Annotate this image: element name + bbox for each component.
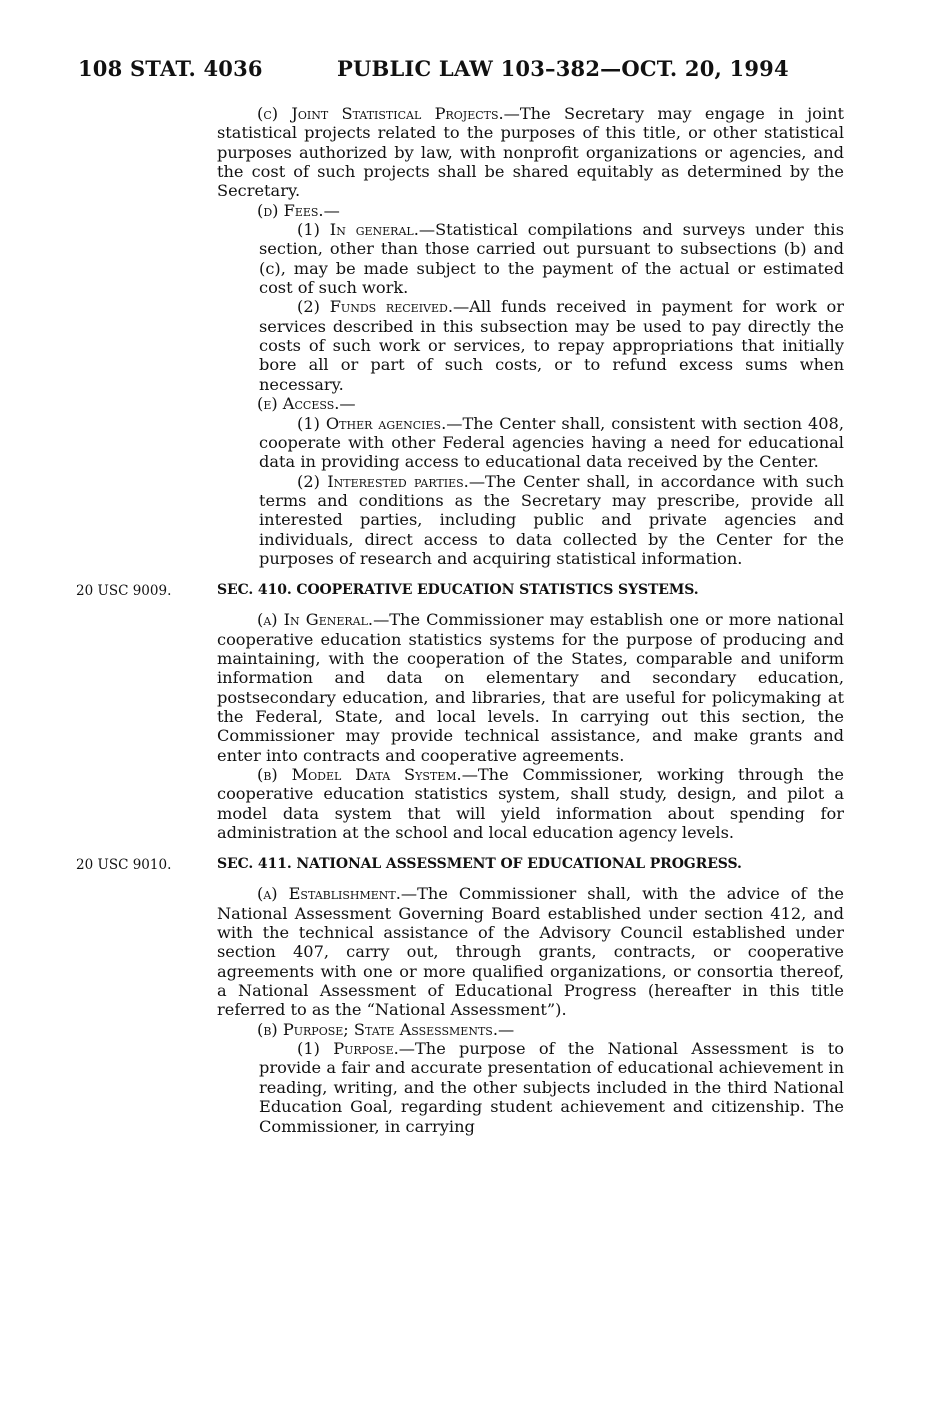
paragraph-d2 xyxy=(217,297,844,394)
public-law-title: PUBLIC LAW 103–382—OCT. 20, 1994 xyxy=(337,56,789,81)
paragraph-text: —All funds received in payment for work or services described in this subsection may be used to pay directly the costs of such work or services, to repay appropriations that initially bore all or part of such costs, or to refund excess sums when necessary. xyxy=(259,297,845,394)
subsection-text: —The Commissioner shall, with the advice of the National Assessment Governing Board established under section 412, and with the technical assistance of the Advisory Council established under section 407, carry out, through grants, contracts, or cooperative agreements with one or more qualified organizations, or consortia thereof, a National Assessment of Educational Progress (hereafter in this title referred to as the “National Assessment”). xyxy=(217,884,844,1020)
subsection-heading: (c) Joint Statistical Projects. xyxy=(257,104,504,123)
law-text xyxy=(76,104,845,1136)
usc-margin-note: 20 USC 9010. xyxy=(76,857,172,874)
section-title: SEC. 410. COOPERATIVE EDUCATION STATISTICS SYSTEMS. xyxy=(217,582,699,599)
subsection-heading: (d) Fees.— xyxy=(257,200,340,220)
subsection-text: —The Secretary may engage in joint statistical projects related to the purposes of this title, or other statistical purposes authorized by law, with nonprofit organizations or agencies, and the cost of such projects shall be shared equitably as determined by the Secretary. xyxy=(217,104,844,201)
paragraph-e1 xyxy=(217,414,844,472)
section-410-subsection-a xyxy=(217,610,844,765)
section-411-subsection-b-heading xyxy=(217,1020,844,1039)
subsection-e-heading xyxy=(217,394,844,413)
subsection-heading: (a) In General. xyxy=(257,610,374,630)
section-410-heading xyxy=(76,581,844,600)
subsection-c xyxy=(217,104,844,201)
subsection-text: —The Commissioner may establish one or more national cooperative education statistics systems for the purpose of producing and maintaining, with the cooperation of the States, comparable and uniform information and data on elementary and secondary education, postsecondary education, and libraries, that are useful for policymaking at the Federal, State, and local levels. In carrying out this section, the Commissioner may provide technical assistance, and make grants and enter into contracts and cooperative agreements. xyxy=(217,610,844,765)
usc-margin-note: 20 USC 9009. xyxy=(76,583,172,600)
paragraph-text: —The Center shall, consistent with section 408, cooperate with other Federal agencies having a need for educational data in providing access to educational data received by the Center. xyxy=(259,413,844,472)
paragraph-heading: (2) Funds received. xyxy=(297,297,453,317)
paragraph-heading: (1) Purpose. xyxy=(297,1039,399,1059)
section-411-heading xyxy=(76,855,844,874)
subsection-heading: (a) Establishment. xyxy=(257,884,401,904)
paragraph-heading: (1) Other agencies. xyxy=(297,413,447,433)
paragraph-d1 xyxy=(217,220,844,297)
subsection-heading: (b) Model Data System. xyxy=(257,765,462,784)
subsection-heading: (e) Access.— xyxy=(257,394,356,414)
paragraph-heading: (1) In general. xyxy=(297,220,419,240)
page-header xyxy=(78,56,818,84)
section-410-subsection-b xyxy=(217,765,844,842)
subsection-d-heading xyxy=(217,201,844,220)
subsection-text: —The Commissioner, working through the cooperative education statistics system, shall study, design, and pilot a model data system that will yield information about spending for administration at the school and local education agency levels. xyxy=(217,765,844,843)
section-411-subsection-a xyxy=(217,884,844,1019)
subsection-heading: (b) Purpose; State Assessments.— xyxy=(257,1019,515,1039)
paragraph-text: —The purpose of the National Assessment is to provide a fair and accurate presentation of educational achievement in reading, writing, and the other subjects included in the third National Education Goal, regarding student achievement and citizenship. The Commissioner, in carrying xyxy=(259,1039,844,1136)
paragraph-411b1 xyxy=(217,1039,844,1136)
section-title: SEC. 411. NATIONAL ASSESSMENT OF EDUCATIONAL PROGRESS. xyxy=(217,856,742,873)
paragraph-heading: (2) Interested parties. xyxy=(297,471,469,491)
paragraph-text: —The Center shall, in accordance with such terms and conditions as the Secretary may prescribe, provide all interested parties, including public and private agencies and individuals, direct access to data collected by the Center for the purposes of research and acquiring statistical information. xyxy=(259,471,844,568)
paragraph-text: —Statistical compilations and surveys under this section, other than those carried out pursuant to subsections (b) and (c), may be made subject to the payment of the actual or estimated cost of such work. xyxy=(259,220,845,298)
statute-page-number: 108 STAT. 4036 xyxy=(78,56,263,81)
paragraph-e2 xyxy=(217,472,844,569)
